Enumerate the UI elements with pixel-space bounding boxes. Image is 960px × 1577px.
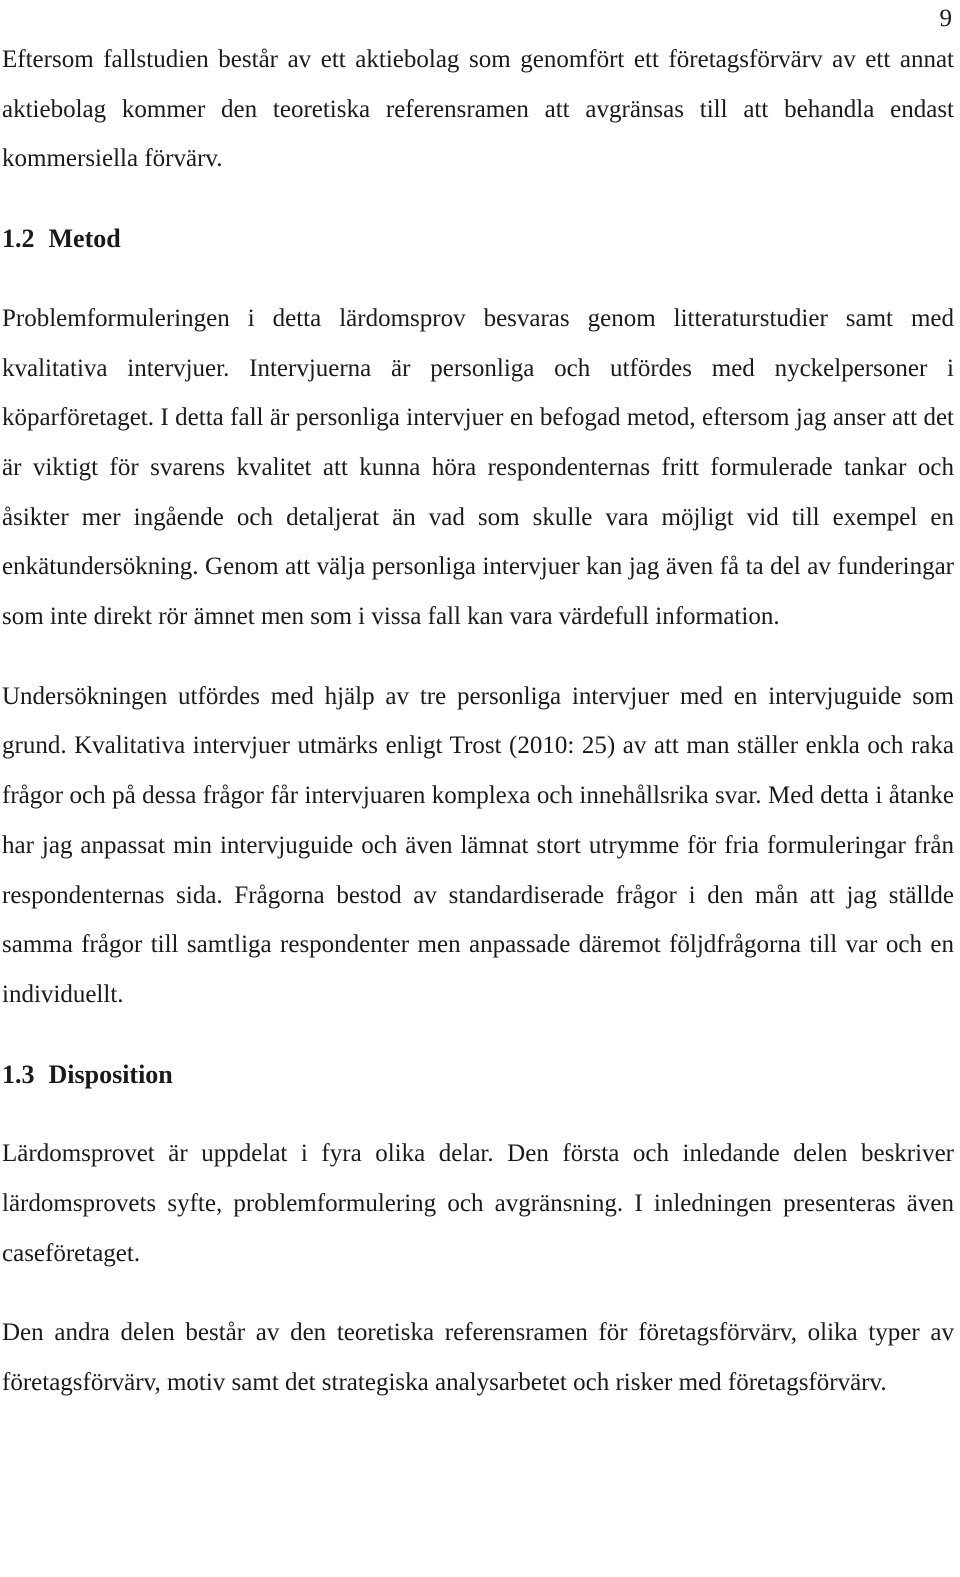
document-body [2, 35, 954, 1408]
section-title: Disposition [48, 1059, 173, 1089]
section-title: Metod [48, 224, 121, 254]
paragraph-scope: Eftersom fallstudien består av ett aktiebolag som genomfört ett företagsförvärv av ett annat aktiebolag kommer den teoretiska referensramen att avgränsas till att behandla endast kommersiella förvärv. [2, 46, 954, 173]
paragraph-disposition-part2: Den andra delen består av den teoretiska referensramen för företagsförvärv, olika typer av företagsförvärv, motiv samt det strategiska analysarbetet och risker med företagsförvärv. [2, 1319, 954, 1397]
section-heading-metod [2, 214, 954, 264]
section-number: 1.2 [2, 224, 35, 254]
section-heading-disposition [2, 1050, 954, 1100]
paragraph-method: Problemformuleringen i detta lärdomsprov besvaras genom litteraturstudier samt med kvalitativa intervjuer. Intervjuerna är personliga och utfördes med nyckelpersoner i köparföretaget. I detta fall är personliga intervjuer en befogad metod, eftersom jag anser att det är viktigt för svarens kvalitet att kunna höra respondenternas fritt formulerade tankar och åsikter mer ingående och detaljerat än vad som skulle vara möjligt vid till exempel en enkätundersökning. Genom att välja personliga intervjuer kan jag även få ta del av funderingar som inte direkt rör ämnet men som i vissa fall kan vara värdefull information. [2, 304, 954, 631]
section-number: 1.3 [2, 1059, 35, 1089]
paragraph-disposition-part1: Lärdomsprovet är uppdelat i fyra olika delar. Den första och inledande delen beskriver lärdomsprovets syfte, problemformulering och avgränsning. I inledningen presenteras även caseföretaget. [2, 1140, 954, 1267]
page-number: 9 [939, 5, 952, 32]
paragraph-interviews: Undersökningen utfördes med hjälp av tre personliga intervjuer med en intervjuguide som grund. Kvalitativa intervjuer utmärks enligt Trost (2010: 25) av att man ställer enkla och raka frågor och på dessa frågor får intervjuaren komplexa och innehållsrika svar. Med detta i åtanke har jag anpassat min intervjuguide och även lämnat stort utrymme för fria formuleringar från respondenternas sida. Frågorna bestod av standardiserade frågor i den mån att jag ställde samma frågor till samtliga respondenter men anpassade däremot följdfrågorna till var och en individuellt. [2, 682, 954, 1008]
